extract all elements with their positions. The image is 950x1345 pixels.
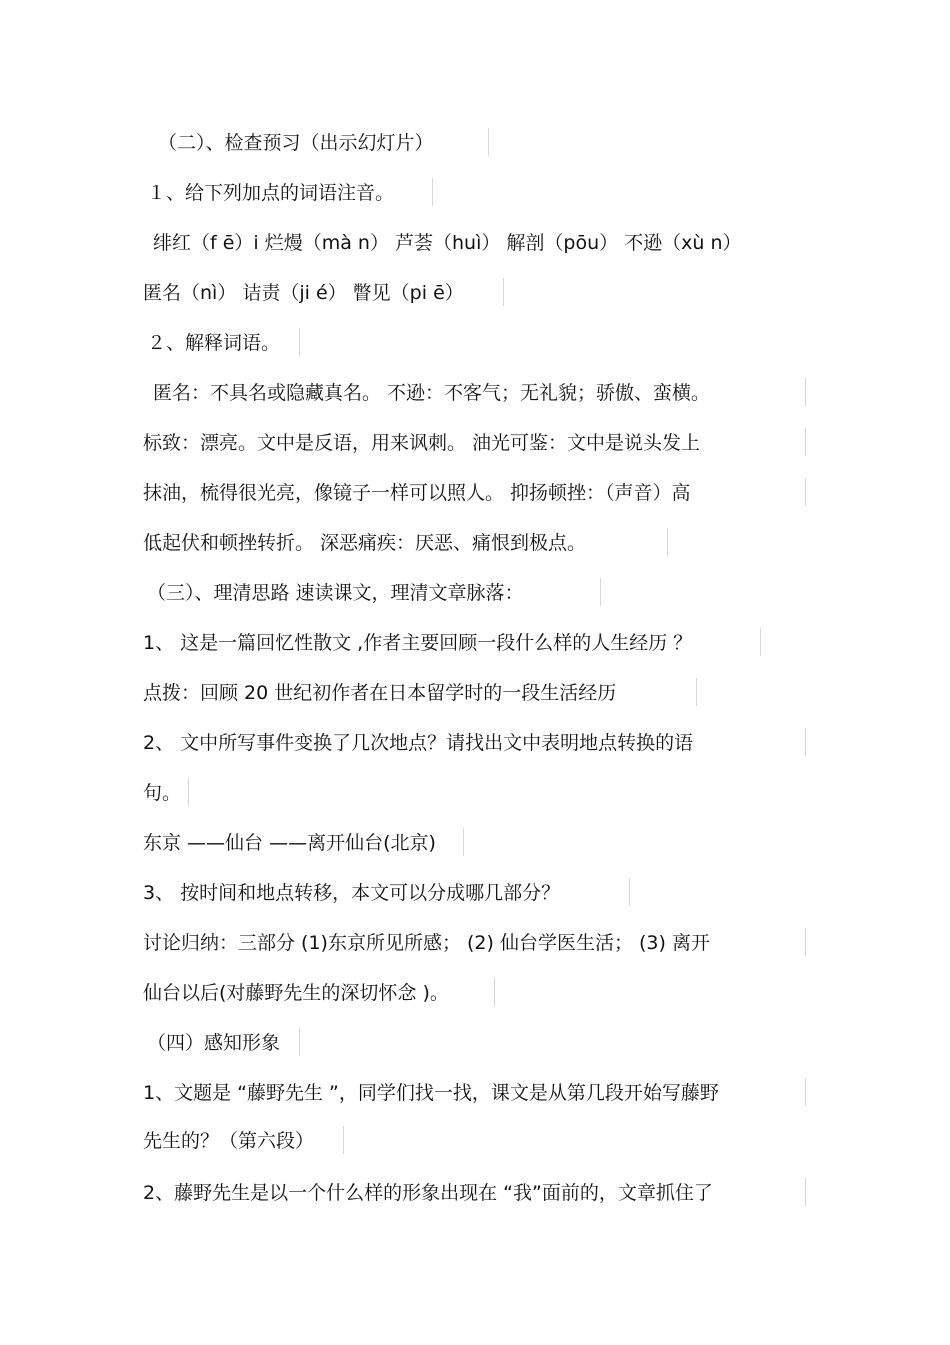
pinyin-line-2: 匿名（nì） 诘责（ji é） 瞥见（pi ē） [143, 282, 464, 304]
pinyin-line-1: 绯红（f ē）i 烂熳（mà n） 芦荟（huì） 解剖（pōu） 不逊（xù n） [153, 232, 742, 254]
question-2: 2、 文中所写事件变换了几次地点？请找出文中表明地点转换的语 [143, 732, 694, 754]
line-end-mark [805, 728, 806, 756]
line-end-mark [667, 528, 668, 556]
question-2-continued: 句。 [143, 782, 182, 804]
discussion-summary-continued: 仙台以后(对藤野先生的深切怀念 )。 [143, 982, 449, 1004]
line-end-mark [299, 328, 300, 356]
question-title-continued: 先生的？（第六段） [143, 1130, 315, 1152]
line-end-mark [494, 978, 495, 1006]
line-end-mark [760, 628, 761, 656]
line-end-mark [488, 128, 489, 156]
line-end-mark [805, 1178, 806, 1206]
definition-line-2: 标致：漂亮。文中是反语，用来讽刺。 油光可鉴：文中是说头发上 [143, 432, 701, 454]
definition-line-3: 抹油，梳得很光亮，像镜子一样可以照人。 抑扬顿挫：（声音）高 [143, 482, 691, 504]
line-end-mark [805, 428, 806, 456]
question-title: 1、文题是 “藤野先生 ”，同学们找一找，课文是从第几段开始写藤野 [143, 1082, 719, 1104]
question-appearance: 2、藤野先生是以一个什么样的形象出现在 “我”面前的，文章抓住了 [143, 1182, 713, 1204]
answer-locations: 东京 ——仙台 ——离开仙台(北京) [143, 832, 436, 854]
line-end-mark [805, 478, 806, 506]
hint-1: 点拨：回顾 20 世纪初作者在日本留学时的一段生活经历 [143, 682, 617, 704]
section-heading-outline: （三）、理清思路 速读课文，理清文章脉落： [147, 582, 524, 604]
line-end-mark [805, 928, 806, 956]
item-explain-words: ２、解释词语。 [147, 332, 281, 354]
line-end-mark [696, 678, 697, 706]
section-heading-image: （四）感知形象 [147, 1032, 281, 1054]
item-pinyin-task: １、给下列加点的词语注音。 [147, 182, 395, 204]
line-end-mark [600, 578, 601, 606]
line-end-mark [343, 1126, 344, 1154]
line-end-mark [432, 178, 433, 206]
line-end-mark [629, 878, 630, 906]
line-end-mark [188, 778, 189, 806]
line-end-mark [805, 1078, 806, 1106]
line-end-mark [805, 378, 806, 406]
line-end-mark [299, 1028, 300, 1056]
definition-line-4: 低起伏和顿挫转折。 深恶痛疾：厌恶、痛恨到极点。 [143, 532, 587, 554]
question-3: 3、 按时间和地点转移，本文可以分成哪几部分？ [143, 882, 561, 904]
section-heading-review: （二）、检查预习（出示幻灯片） [158, 132, 434, 154]
line-end-mark [463, 828, 464, 856]
line-end-mark [503, 278, 504, 306]
discussion-summary: 讨论归纳：三部分 (1)东京所见所感； (2) 仙台学医生活； (3) 离开 [143, 932, 710, 954]
question-1: 1、 这是一篇回忆性散文 ,作者主要回顾一段什么样的人生经历 ？ [143, 632, 693, 654]
definition-line-1: 匿名：不具名或隐藏真名。 不逊：不客气；无礼貌；骄傲、蛮横。 [153, 382, 711, 404]
